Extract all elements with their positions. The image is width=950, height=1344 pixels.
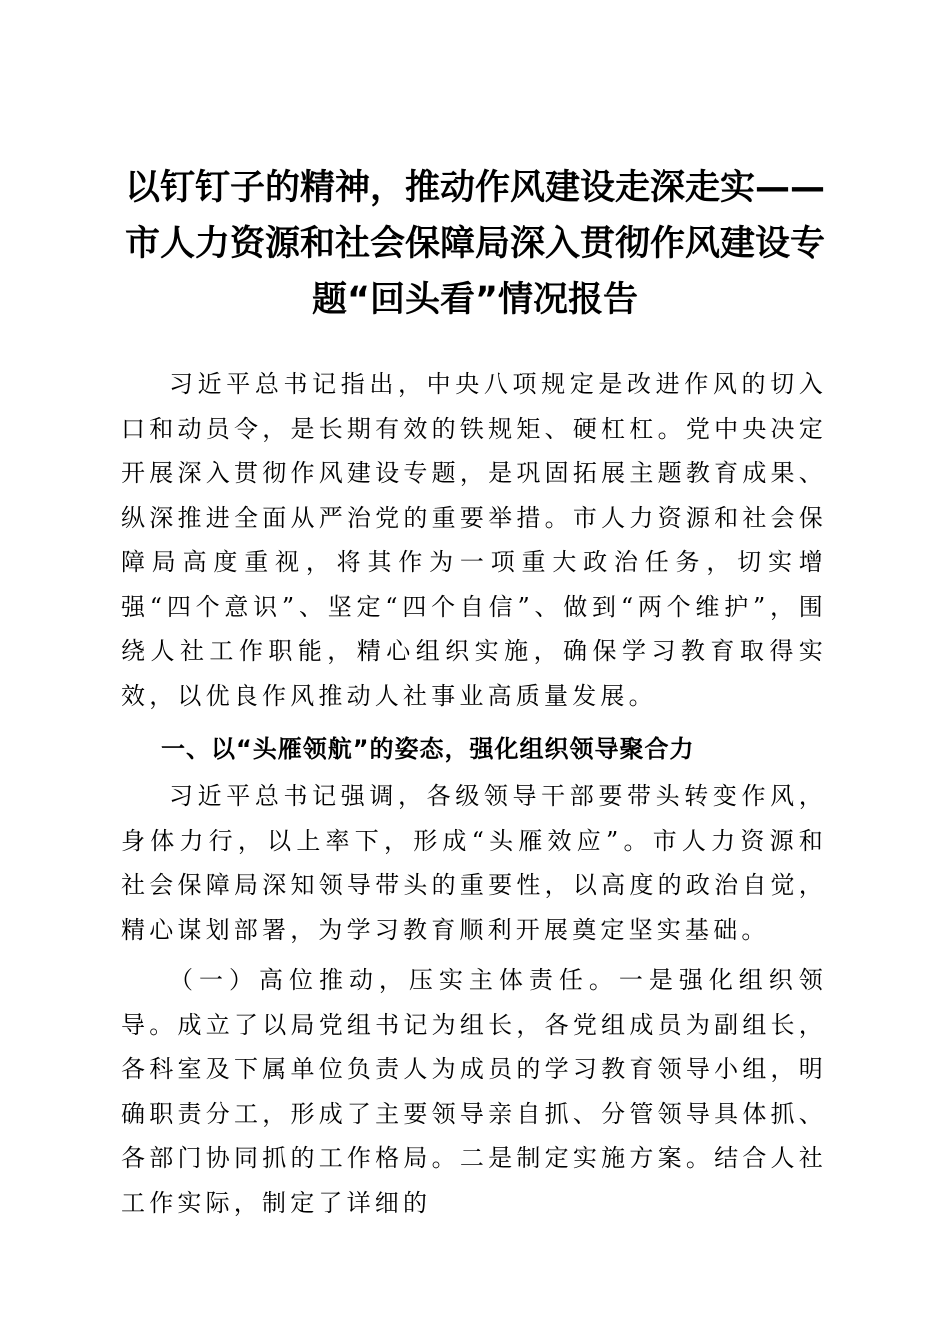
section-1-paragraph-2: （一）高位推动，压实主体责任。一是强化组织领导。成立了以局党组书记为组长，各党组成员为副组长，各科室及下属单位负责人为成员的学习教育领导小组，明确职责分工，形成了主要领导亲自抓、分管领导具体抓、各部门协同抓的工作格局。二是制定实施方案。结合人社工作实际，制定了详细的 — [121, 966, 827, 1217]
title-line-3: 题“回头看”情况报告 — [311, 280, 638, 320]
title-line-1: 以钉钉子的精神，推动作风建设走深走实—— — [124, 168, 825, 208]
section-heading-1: 一、以“头雁领航”的姿态，强化组织领导聚合力 — [161, 735, 695, 763]
section-1-paragraph-1: 习近平总书记强调，各级领导干部要带头转变作风，身体力行，以上率下，形成“头雁效应”。市人力资源和社会保障局深知领导带头的重要性，以高度的政治自觉，精心谋划部署，为学习教育顺利开展奠定坚实基础。 — [121, 782, 827, 944]
document-title — [112, 160, 838, 328]
intro-paragraph: 习近平总书记指出，中央八项规定是改进作风的切入口和动员令，是长期有效的铁规矩、硬杠杠。党中央决定开展深入贯彻作风建设专题，是巩固拓展主题教育成果、纵深推进全面从严治党的重要举措。市人力资源和社会保障局高度重视，将其作为一项重大政治任务，切实增强“四个意识”、坚定“四个自信”、做到“两个维护”，围绕人社工作职能，精心组织实施，确保学习教育取得实效，以优良作风推动人社事业高质量发展。 — [121, 370, 827, 710]
document-body — [121, 362, 827, 1225]
title-line-2: 市人力资源和社会保障局深入贯彻作风建设专 — [124, 224, 825, 264]
